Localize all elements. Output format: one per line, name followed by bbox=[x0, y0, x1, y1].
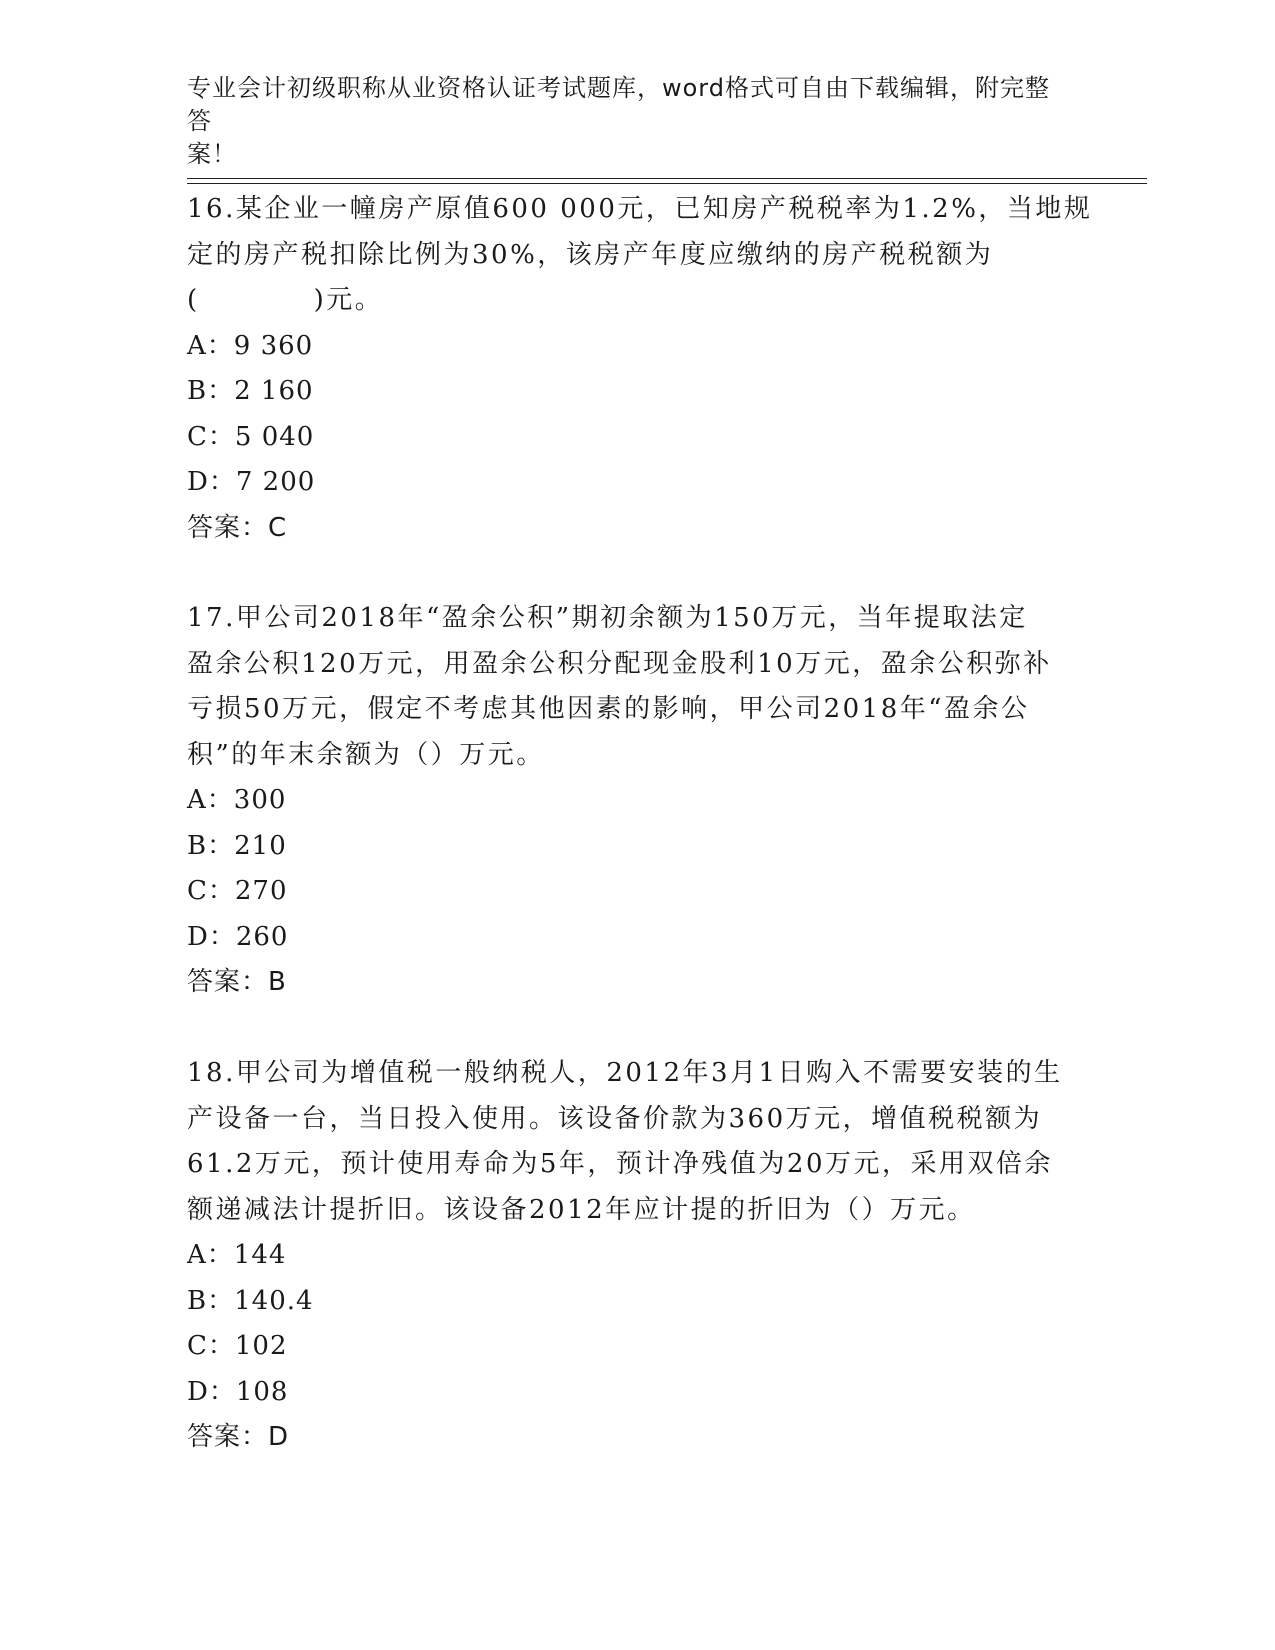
stem-line: 亏损50万元，假定不考虑其他因素的影响，甲公司2018年“盈余公 bbox=[187, 694, 1030, 724]
header-divider-top bbox=[187, 178, 1147, 179]
stem-line: 61.2万元，预计使用寿命为5年，预计净残值为20万元，采用双倍余 bbox=[187, 1149, 1054, 1179]
page-header bbox=[187, 72, 1067, 171]
stem-line: 产设备一台，当日投入使用。该设备价款为360万元，增值税税额为 bbox=[187, 1103, 1043, 1134]
option-b: B：2 160 bbox=[187, 376, 314, 406]
answer: 答案：D bbox=[187, 1422, 290, 1452]
question-18 bbox=[187, 1051, 1087, 1461]
header-divider-bottom bbox=[187, 183, 1147, 184]
stem-line: 18.甲公司为增值税一般纳税人，2012年3月1日购入不需要安装的生 bbox=[187, 1058, 1063, 1088]
answer: 答案：B bbox=[187, 967, 287, 997]
question-16 bbox=[187, 187, 1093, 551]
stem-line: ( )元。 bbox=[187, 285, 384, 315]
option-a: A：300 bbox=[187, 785, 287, 815]
header-line-1: 专业会计初级职称从业资格认证考试题库，word格式可自由下载编辑，附完整答 bbox=[187, 74, 1050, 135]
stem-line: 17.甲公司2018年“盈余公积”期初余额为150万元，当年提取法定 bbox=[187, 603, 1028, 633]
question-stem bbox=[187, 1051, 1087, 1233]
option-a: A：9 360 bbox=[187, 330, 314, 361]
option-c: C：102 bbox=[187, 1331, 288, 1361]
answer: 答案：C bbox=[187, 512, 288, 543]
stem-line: 额递减法计提折旧。该设备2012年应计提的折旧为（）万元。 bbox=[187, 1194, 976, 1225]
option-d: D：108 bbox=[187, 1376, 289, 1407]
stem-line: 定的房产税扣除比例为30%，该房产年度应缴纳的房产税税额为 bbox=[187, 239, 994, 270]
stem-line: 16.某企业一幢房产原值600 000元，已知房产税税率为1.2%，当地规 bbox=[187, 194, 1093, 224]
question-stem bbox=[187, 187, 1093, 324]
option-b: B：210 bbox=[187, 830, 287, 861]
question-17 bbox=[187, 596, 1087, 1006]
option-a: A：144 bbox=[187, 1240, 287, 1270]
stem-line: 盈余公积120万元，用盈余公积分配现金股利10万元，盈余公积弥补 bbox=[187, 648, 1052, 679]
stem-line: 积”的年末余额为（）万元。 bbox=[187, 739, 545, 770]
question-stem bbox=[187, 596, 1087, 778]
option-d: D：7 200 bbox=[187, 467, 316, 497]
option-b: B：140.4 bbox=[187, 1285, 314, 1316]
option-d: D：260 bbox=[187, 921, 289, 952]
option-c: C：270 bbox=[187, 876, 288, 906]
option-c: C：5 040 bbox=[187, 421, 315, 452]
header-line-2: 案！ bbox=[187, 140, 237, 168]
